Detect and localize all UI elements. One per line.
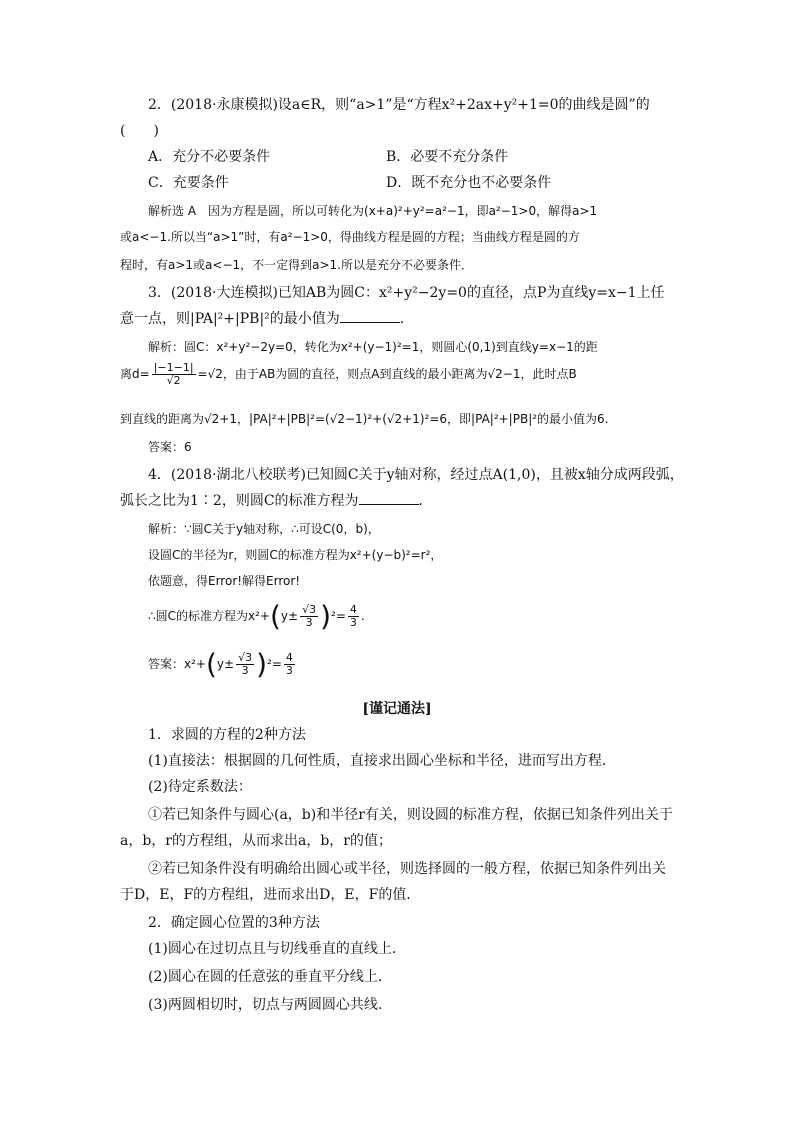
- notes-line-8: 2．确定圆心位置的3种方法: [148, 915, 320, 931]
- q4-answer: [148, 648, 708, 680]
- q4-solution-line-1: 解析：∵圆C关于y轴对称，∴可设C(0，b)，: [148, 522, 380, 536]
- q2-answer-paren: ( ): [120, 123, 159, 139]
- fraction-numerator: |−1−1|: [153, 361, 194, 374]
- notes-line-3: (2)待定系数法：: [148, 779, 252, 795]
- q4-stem-line-2: [120, 492, 680, 510]
- q2-option-b: B．必要不充分条件: [386, 149, 509, 165]
- four-thirds-fraction: [284, 652, 295, 677]
- notes-line-7: 于D，E，F的方程组，进而求出D，E，F的值．: [120, 887, 421, 903]
- four-thirds-fraction: [348, 604, 359, 629]
- notes-line-9: (1)圆心在过切点且与切线垂直的直线上．: [148, 941, 406, 957]
- q4-solution-line-3: 依题意，得Error!解得Error!: [148, 574, 301, 588]
- fraction-denominator: 3: [241, 664, 249, 677]
- q4-solution-equation: [148, 600, 708, 632]
- q3-stem-line-2: [120, 310, 680, 328]
- notes-line-10: (2)圆心在圆的任意弦的垂直平分线上．: [148, 969, 392, 985]
- q2-option-c: C．充要条件: [148, 175, 229, 191]
- q2-option-d: D．既不充分也不必要条件: [386, 175, 552, 191]
- answer-blank: [340, 310, 400, 323]
- fraction-denominator: √2: [166, 374, 181, 387]
- notes-line-5: a，b，r的方程组，从而求出a，b，r的值；: [120, 833, 393, 849]
- equation-prefix: ∴圆C的标准方程为x²+: [148, 609, 270, 623]
- q4-stem-text: 弧长之比为1∶2，则圆C的标准方程为: [120, 493, 359, 509]
- notes-line-4: ①若已知条件与圆心(a，b)和半径r有关，则设圆的标准方程，依据已知条件列出关于: [148, 807, 673, 823]
- q3-distance-fraction: [152, 362, 196, 387]
- left-paren: (: [269, 599, 281, 633]
- notes-line-2: (1)直接法：根据圆的几何性质，直接求出圆心坐标和半径，进而写出方程．: [148, 753, 616, 769]
- notes-line-1: 1．求圆的方程的2种方法: [148, 727, 306, 743]
- q3-distance-rest: =√2，由于AB为圆的直径，则点A到直线的最小距离为√2−1，此时点B: [197, 367, 577, 381]
- notes-line-6: ②若已知条件没有明确给出圆心或半径，则选择圆的一般方程，依据已知条件列出关: [148, 861, 666, 877]
- q3-solution-line-1: 解析：圆C：x²+y²−2y=0，转化为x²+(y−1)²=1，则圆心(0,1)到直线y=x−1的距: [148, 340, 598, 354]
- answer-blank: [359, 492, 419, 505]
- q4-solution-line-2: 设圆C的半径为r，则圆C的标准方程为x²+(y−b)²=r²，: [148, 548, 443, 562]
- q4-stem-end: ．: [418, 493, 433, 509]
- q3-distance-label: 离d=: [120, 367, 150, 381]
- fraction-denominator: 3: [349, 616, 357, 629]
- equation-end: .: [360, 609, 365, 623]
- right-paren: ): [320, 599, 332, 633]
- q3-stem-line-1: 3．(2018·大连模拟)已知AB为圆C：x²+y²−2y=0的直径，点P为直线y=x−1上任: [148, 285, 665, 301]
- q3-stem-end: ．: [399, 311, 414, 327]
- q2-stem: 2．(2018·永康模拟)设a∈R，则“a>1”是“方程x²+2ax+y²+1=0的曲线是圆”的: [148, 97, 650, 113]
- q3-solution-line-3: 到直线的距离为√2+1，|PA|²+|PB|²=(√2−1)²+(√2+1)²=6，即|PA|²+|PB|²的最小值为6.: [120, 412, 609, 426]
- q2-solution-line-2: 或a<−1.所以当“a>1”时，有a²−1>0，得曲线方程是圆的方程；当曲线方程是圆的方: [120, 230, 580, 244]
- answer-prefix: 答案：x²+: [148, 657, 206, 671]
- q4-stem-line-1: 4．(2018·湖北八校联考)已知圆C关于y轴对称，经过点A(1,0)，且被x轴分成两段弧，: [148, 467, 684, 483]
- fraction-numerator: 4: [349, 603, 357, 616]
- equation-term: y±: [216, 657, 235, 671]
- q3-solution-line-2: [120, 358, 680, 390]
- root3-over-3-fraction: [300, 604, 318, 629]
- fraction-numerator: √3: [302, 603, 317, 616]
- fraction-denominator: 3: [285, 664, 293, 677]
- q3-answer: 答案：6: [148, 440, 192, 454]
- q2-solution-line-1: 解析选 A 因为方程是圆，所以可转化为(x+a)²+y²=a²−1，即a²−1>0，解得a>1: [148, 204, 598, 218]
- equation-term: y±: [280, 609, 299, 623]
- notes-heading: [谨记通法]: [362, 701, 432, 717]
- notes-line-11: (3)两圆相切时，切点与两圆圆心共线．: [148, 997, 392, 1013]
- fraction-numerator: √3: [238, 651, 253, 664]
- equation-equals: ²=: [267, 657, 282, 671]
- fraction-numerator: 4: [285, 651, 293, 664]
- q3-stem-text: 意一点，则|PA|²+|PB|²的最小值为: [120, 311, 340, 327]
- q2-solution-line-3: 程时，有a>1或a<−1，不一定得到a>1.所以是充分不必要条件．: [120, 258, 474, 272]
- q2-option-a: A．充分不必要条件: [148, 149, 271, 165]
- left-paren: (: [205, 647, 217, 681]
- equation-equals: ²=: [331, 609, 346, 623]
- fraction-denominator: 3: [305, 616, 313, 629]
- root3-over-3-fraction: [236, 652, 254, 677]
- right-paren: ): [256, 647, 268, 681]
